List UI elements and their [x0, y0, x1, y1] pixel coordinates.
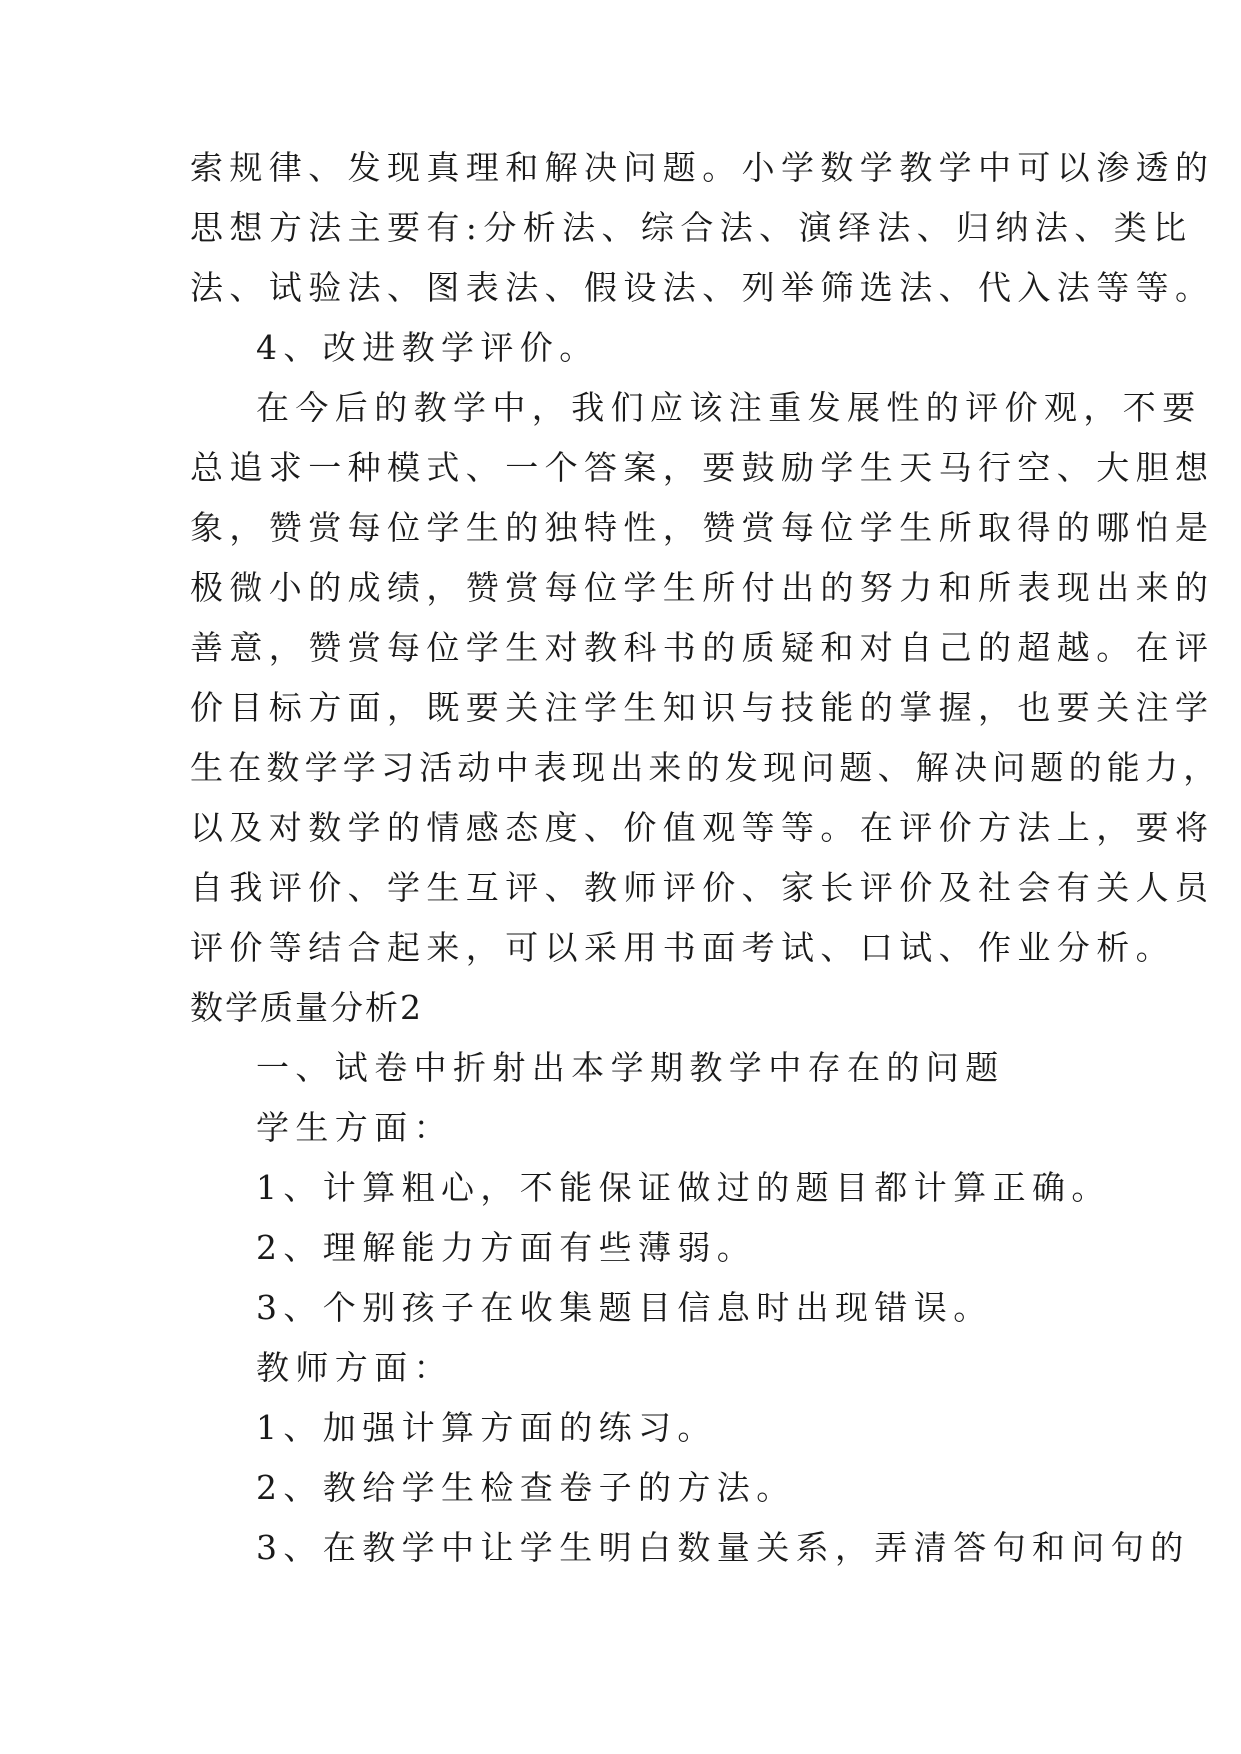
- list-item: 2、教给学生检查卷子的方法。: [256, 1468, 796, 1507]
- list-item: 2、理解能力方面有些薄弱。: [256, 1228, 757, 1267]
- paragraph-line: 生在数学学习活动中表现出来的发现问题、解决问题的能力，: [190, 748, 1222, 787]
- list-item: 3、在教学中让学生明白数量关系，弄清答句和问句的: [256, 1528, 1190, 1567]
- paragraph-line: 评价等结合起来，可以采用书面考试、口试、作业分析。: [190, 928, 1175, 967]
- paragraph-line: 以及对数学的情感态度、价值观等等。在评价方法上，要将: [190, 808, 1215, 847]
- paragraph-line: 索规律、发现真理和解决问题。小学数学教学中可以渗透的: [190, 148, 1215, 187]
- paragraph-line: 教师方面：: [256, 1348, 453, 1387]
- paragraph-line: 自我评价、学生互评、教师评价、家长评价及社会有关人员: [190, 868, 1215, 907]
- paragraph-line: 在今后的教学中，我们应该注重发展性的评价观，不要: [256, 388, 1202, 427]
- paragraph-line: 法、试验法、图表法、假设法、列举筛选法、代入法等等。: [190, 268, 1215, 307]
- paragraph-line: 善意，赞赏每位学生对教科书的质疑和对自己的超越。在评: [190, 628, 1215, 667]
- list-item: 3、个别孩子在收集题目信息时出现错误。: [256, 1288, 993, 1327]
- section-title: 数学质量分析2: [190, 988, 423, 1027]
- paragraph-line: 思想方法主要有:分析法、综合法、演绎法、归纳法、类比: [190, 208, 1193, 247]
- paragraph-line: 学生方面：: [256, 1108, 453, 1147]
- subsection-heading: 一、试卷中折射出本学期教学中存在的问题: [256, 1048, 1005, 1087]
- paragraph-line: 4、改进教学评价。: [256, 328, 599, 367]
- list-item: 1、计算粗心，不能保证做过的题目都计算正确。: [256, 1168, 1111, 1207]
- paragraph-line: 价目标方面，既要关注学生知识与技能的掌握，也要关注学: [190, 688, 1215, 727]
- paragraph-line: 总追求一种模式、一个答案，要鼓励学生天马行空、大胆想: [190, 448, 1215, 487]
- list-item: 1、加强计算方面的练习。: [256, 1408, 717, 1447]
- paragraph-line: 极微小的成绩，赞赏每位学生所付出的努力和所表现出来的: [190, 568, 1215, 607]
- paragraph-line: 象，赞赏每位学生的独特性，赞赏每位学生所取得的哪怕是: [190, 508, 1215, 547]
